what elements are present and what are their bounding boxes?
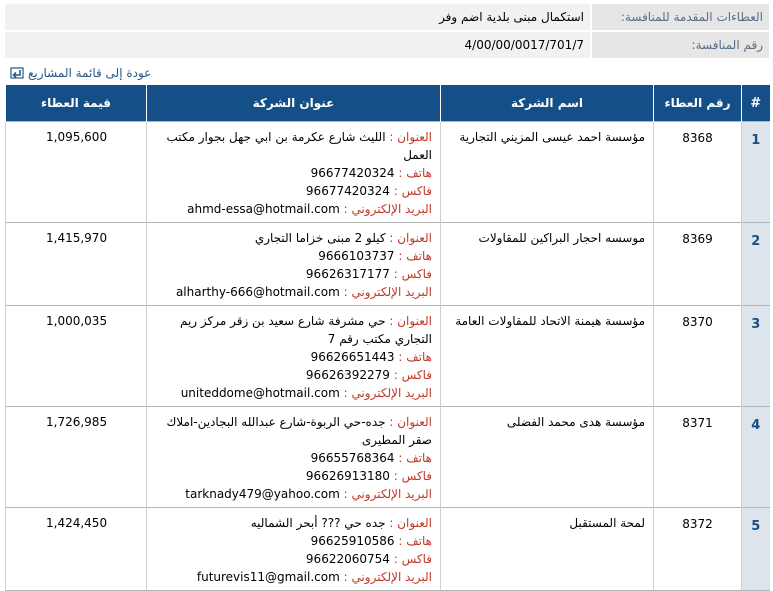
address-label: العنوان : xyxy=(389,415,432,429)
phone-label: هاتف : xyxy=(398,249,432,263)
header-address: عنوان الشركة xyxy=(147,85,441,122)
phone-text: 96626651443 xyxy=(310,350,395,364)
email-line xyxy=(153,485,432,503)
address-text: جده حي ??? أبحر الشماليه xyxy=(250,516,386,530)
phone-label: هاتف : xyxy=(398,350,432,364)
header-bid-no: رقم العطاء xyxy=(654,85,742,122)
address-text: الليث شارع عكرمة بن ابي جهل بجوار مكتب العمل xyxy=(166,130,432,162)
header-company: اسم الشركة xyxy=(441,85,654,122)
fax-line xyxy=(153,467,432,485)
email-label: البريد الإلكتروني : xyxy=(343,386,432,400)
row-index: 4 xyxy=(742,407,770,508)
table-row xyxy=(6,122,770,223)
phone-text: 96625910586 xyxy=(310,534,395,548)
return-arrow-icon xyxy=(10,67,24,79)
company-address-cell xyxy=(147,223,441,306)
header-hash: # xyxy=(742,85,770,122)
row-index: 3 xyxy=(742,306,770,407)
company-name: مؤسسة احمد عيسى المزيني التجارية xyxy=(441,122,654,223)
email-line xyxy=(153,568,432,586)
bid-value: 1,415,970 xyxy=(6,223,147,306)
email-line xyxy=(153,384,432,402)
email-line xyxy=(153,283,432,301)
fax-line xyxy=(153,265,432,283)
fax-text: 96622060754 xyxy=(305,552,390,566)
phone-text: 96655768364 xyxy=(310,451,395,465)
email-text: uniteddome@hotmail.com xyxy=(180,386,340,400)
address-text: حي مشرفة شارع سعيد بن زقر مركز ريم التجاري مكتب رقم 7 xyxy=(179,314,432,346)
email-text: tarknady479@yahoo.com xyxy=(185,487,340,501)
tender-number-value: 4/00/00/0017/701/7 xyxy=(5,31,591,58)
bid-value: 1,726,985 xyxy=(6,407,147,508)
address-text: كيلو 2 مبنى خزاما التجاري xyxy=(254,231,386,245)
table-row xyxy=(6,407,770,508)
email-text: ahmd-essa@hotmail.com xyxy=(187,202,340,216)
company-address-cell xyxy=(147,306,441,407)
company-address-cell xyxy=(147,508,441,591)
fax-line xyxy=(153,182,432,200)
phone-line xyxy=(153,348,432,366)
bid-value: 1,095,600 xyxy=(6,122,147,223)
bid-number: 8369 xyxy=(654,223,742,306)
row-index: 1 xyxy=(742,122,770,223)
address-line xyxy=(153,229,432,247)
email-label: البريد الإلكتروني : xyxy=(343,487,432,501)
email-label: البريد الإلكتروني : xyxy=(343,285,432,299)
phone-line xyxy=(153,449,432,467)
table-row xyxy=(6,508,770,591)
address-line xyxy=(153,413,432,449)
address-label: العنوان : xyxy=(389,231,432,245)
company-name: لمحة المستقبل xyxy=(441,508,654,591)
fax-line xyxy=(153,550,432,568)
row-index: 5 xyxy=(742,508,770,591)
bid-number: 8372 xyxy=(654,508,742,591)
fax-label: فاكس : xyxy=(393,552,432,566)
bid-value: 1,424,450 xyxy=(6,508,147,591)
email-label: البريد الإلكتروني : xyxy=(343,570,432,584)
phone-text: 9666103737 xyxy=(318,249,395,263)
fax-line xyxy=(153,366,432,384)
company-name: مؤسسة هدى محمد الفضلى xyxy=(441,407,654,508)
phone-line xyxy=(153,247,432,265)
header-value: قيمة العطاء xyxy=(6,85,147,122)
email-label: البريد الإلكتروني : xyxy=(343,202,432,216)
bid-number: 8370 xyxy=(654,306,742,407)
address-line xyxy=(153,514,432,532)
address-line xyxy=(153,312,432,348)
fax-text: 96626317177 xyxy=(305,267,390,281)
table-row xyxy=(6,306,770,407)
address-label: العنوان : xyxy=(389,516,432,530)
bid-value: 1,000,035 xyxy=(6,306,147,407)
fax-label: فاكس : xyxy=(393,267,432,281)
fax-label: فاكس : xyxy=(393,368,432,382)
tender-info-table xyxy=(5,4,769,58)
phone-line xyxy=(153,164,432,182)
phone-label: هاتف : xyxy=(398,451,432,465)
phone-text: 96677420324 xyxy=(310,166,395,180)
address-label: العنوان : xyxy=(389,130,432,144)
company-address-cell xyxy=(147,122,441,223)
bid-number: 8368 xyxy=(654,122,742,223)
email-text: futurevis11@gmail.com xyxy=(196,570,340,584)
back-link-label: عودة إلى قائمة المشاريع xyxy=(28,66,152,80)
fax-text: 96677420324 xyxy=(305,184,390,198)
address-text: جده-حي الربوة-شارع عبدالله البجادين-املاك صقر المطيرى xyxy=(166,415,432,447)
bid-number: 8371 xyxy=(654,407,742,508)
offers-value: استكمال مبنى بلدية اضم وفر xyxy=(5,4,591,31)
company-name: مؤسسة هيمنة الاتحاد للمقاولات العامة xyxy=(441,306,654,407)
fax-text: 96626913180 xyxy=(305,469,390,483)
address-line xyxy=(153,128,432,164)
company-address-cell xyxy=(147,407,441,508)
email-line xyxy=(153,200,432,218)
back-to-projects-link[interactable] xyxy=(10,66,151,80)
fax-label: فاكس : xyxy=(393,469,432,483)
fax-text: 96626392279 xyxy=(305,368,390,382)
phone-label: هاتف : xyxy=(398,534,432,548)
email-text: alharthy-666@hotmail.com xyxy=(175,285,340,299)
company-name: موسسه احجار البراكين للمقاولات xyxy=(441,223,654,306)
address-label: العنوان : xyxy=(389,314,432,328)
phone-label: هاتف : xyxy=(398,166,432,180)
offers-label: العطاءات المقدمة للمنافسة: xyxy=(591,4,769,31)
table-row xyxy=(6,223,770,306)
row-index: 2 xyxy=(742,223,770,306)
fax-label: فاكس : xyxy=(393,184,432,198)
tender-number-label: رقم المنافسة: xyxy=(591,31,769,58)
phone-line xyxy=(153,532,432,550)
bids-table xyxy=(5,85,770,591)
